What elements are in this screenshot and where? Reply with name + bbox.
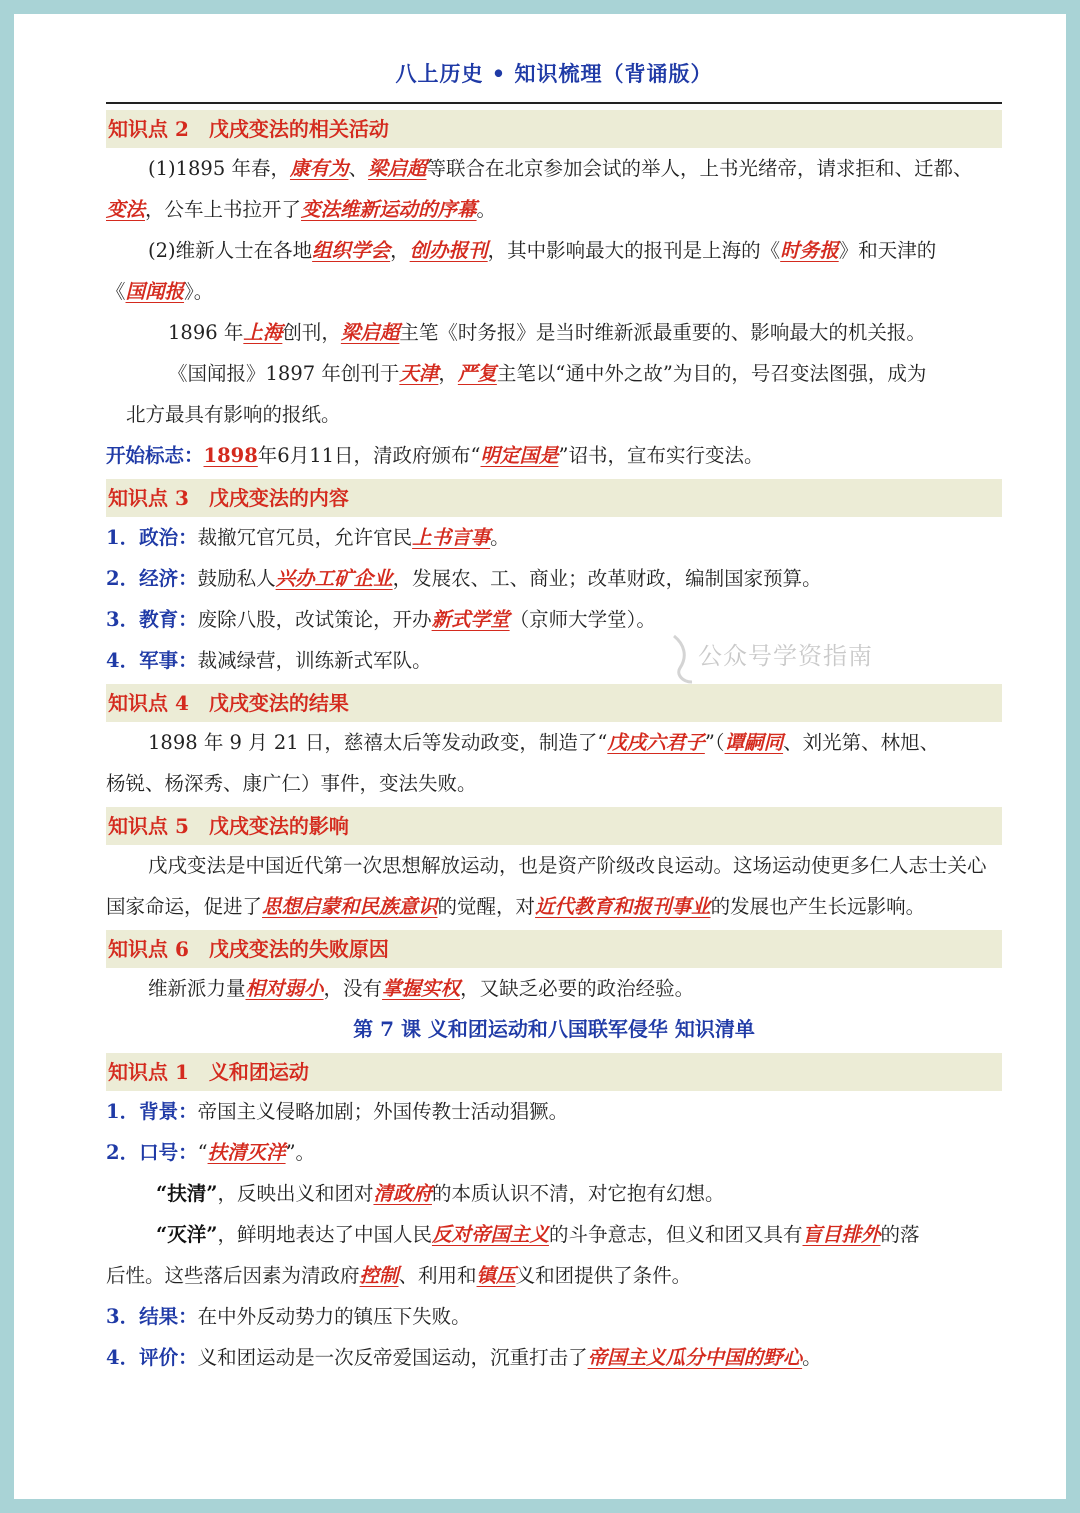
paragraph-line: “灭洋”，鲜明地表达了中国人民反对帝国主义的斗争意志，但义和团又具有盲目排外的落 bbox=[156, 1223, 920, 1246]
key-term: 梁启超 bbox=[340, 321, 400, 344]
key-term: 1898 bbox=[203, 444, 258, 467]
section-number: 知识点 6 bbox=[108, 937, 189, 961]
list-item: 3．教育：废除八股，改试策论，开办新式学堂（京师大学堂）。 bbox=[106, 608, 656, 631]
section-heading-kp3 bbox=[106, 479, 1002, 517]
page-title: 八上历史 • 知识梳理（背诵版） bbox=[395, 61, 713, 86]
section-number: 知识点 1 bbox=[108, 1060, 189, 1084]
key-term: 变法维新运动的序幕 bbox=[301, 198, 477, 221]
paragraph-line: 1898 年 9 月 21 日，慈禧太后等发动政变，制造了“戊戌六君子”（谭嗣同、刘光第、林旭、 bbox=[148, 731, 940, 754]
paragraph-line: 《国闻报》。 bbox=[106, 280, 214, 303]
paragraph-line: 变法，公车上书拉开了变法维新运动的序幕。 bbox=[106, 198, 497, 221]
section-title: 戊戌变法的失败原因 bbox=[208, 937, 389, 961]
paragraph-line: 后性。这些落后因素为清政府控制、利用和镇压义和团提供了条件。 bbox=[106, 1264, 692, 1287]
key-term: 近代教育和报刊事业 bbox=[535, 895, 711, 918]
key-term: 谭嗣同 bbox=[724, 731, 784, 754]
lesson-title: 第 7 课 义和团运动和八国联军侵华 知识清单 bbox=[353, 1017, 755, 1041]
key-term: 扶清灭洋 bbox=[207, 1141, 286, 1164]
paragraph-line: 戊戌变法是中国近代第一次思想解放运动，也是资产阶级改良运动。这场运动使更多仁人志士关心 bbox=[148, 854, 987, 877]
section-heading-kp6 bbox=[106, 930, 1002, 968]
key-term: 掌握实权 bbox=[382, 977, 461, 1000]
paragraph-line: 《国闻报》1897 年创刊于天津，严复主笔以“通中外之故”为目的，号召变法图强，成为 bbox=[168, 362, 927, 385]
watermark-text: 公众号学资指南 bbox=[698, 642, 873, 670]
key-term: 明定国是 bbox=[480, 444, 559, 467]
list-item: 4．军事：裁减绿营，训练新式军队。 bbox=[106, 649, 432, 672]
key-term: 反对帝国主义 bbox=[431, 1223, 549, 1246]
paragraph-line: (1)1895 年春，康有为、梁启超等联合在北京参加会试的举人，上书光绪帝，请求拒和、迁都、 bbox=[148, 157, 973, 180]
start-marker-label: 开始标志： bbox=[106, 444, 204, 467]
paragraph-line: 维新派力量相对弱小，没有掌握实权，又缺乏必要的政治经验。 bbox=[148, 977, 695, 1000]
key-term: 时务报 bbox=[780, 239, 839, 262]
section-number: 知识点 2 bbox=[108, 117, 189, 141]
key-term: 组织学会 bbox=[312, 239, 391, 262]
key-term: 控制 bbox=[359, 1264, 399, 1287]
key-term: 戊戌六君子 bbox=[607, 731, 705, 754]
paragraph-line: 国家命运，促进了思想启蒙和民族意识的觉醒，对近代教育和报刊事业的发展也产生长远影响。 bbox=[106, 895, 926, 918]
key-term: 创办报刊 bbox=[409, 239, 488, 262]
list-item: 1．政治：裁撤冗官冗员，允许官民上书言事。 bbox=[106, 526, 510, 549]
page-header bbox=[106, 14, 1002, 104]
section-number: 知识点 5 bbox=[108, 814, 189, 838]
section-title: 戊戌变法的内容 bbox=[208, 486, 349, 510]
key-term: 梁启超 bbox=[367, 157, 427, 180]
key-term: 国闻报 bbox=[125, 280, 185, 303]
key-term: 兴办工矿企业 bbox=[275, 567, 393, 590]
watermark bbox=[666, 630, 906, 710]
key-term: 帝国主义瓜分中国的野心 bbox=[587, 1346, 803, 1369]
list-item: 3．结果：在中外反动势力的镇压下失败。 bbox=[106, 1305, 471, 1328]
section-number: 知识点 4 bbox=[108, 691, 189, 715]
key-term: 清政府 bbox=[373, 1182, 432, 1205]
section-heading-l7kp1 bbox=[106, 1053, 1002, 1091]
section-heading-kp2 bbox=[106, 110, 1002, 148]
section-heading-kp5 bbox=[106, 807, 1002, 845]
key-term: 康有为 bbox=[289, 157, 349, 180]
section-title: 戊戌变法的结果 bbox=[208, 691, 349, 715]
key-term: 盲目排外 bbox=[802, 1223, 881, 1246]
page-frame bbox=[14, 14, 1066, 1499]
list-item: 1．背景：帝国主义侵略加剧；外国传教士活动猖獗。 bbox=[106, 1100, 569, 1123]
key-term: 上书言事 bbox=[412, 526, 491, 549]
list-item: 4．评价：义和团运动是一次反帝爱国运动，沉重打击了帝国主义瓜分中国的野心。 bbox=[106, 1346, 822, 1369]
key-term: 上海 bbox=[243, 321, 283, 344]
key-term: 天津 bbox=[399, 362, 439, 385]
section-title: 戊戌变法的相关活动 bbox=[208, 117, 389, 141]
paragraph-line: 杨锐、杨深秀、康广仁）事件，变法失败。 bbox=[106, 772, 477, 795]
list-item: 2．经济：鼓励私人兴办工矿企业，发展农、工、商业；改革财政，编制国家预算。 bbox=[106, 567, 822, 590]
key-term: 严复 bbox=[457, 362, 497, 385]
paragraph-line: 1896 年上海创刊，梁启超主笔《时务报》是当时维新派最重要的、影响最大的机关报。 bbox=[168, 321, 926, 344]
key-term: 新式学堂 bbox=[431, 608, 510, 631]
list-item: 2．口号：“扶清灭洋”。 bbox=[106, 1141, 316, 1164]
section-title: 义和团运动 bbox=[208, 1060, 309, 1084]
key-term: 镇压 bbox=[476, 1264, 516, 1287]
key-term: 相对弱小 bbox=[245, 977, 324, 1000]
paragraph-line: (2)维新人士在各地组织学会，创办报刊，其中影响最大的报刊是上海的《时务报》和天津的 bbox=[148, 239, 937, 262]
paragraph-line: 北方最具有影响的报纸。 bbox=[126, 403, 341, 426]
section-number: 知识点 3 bbox=[108, 486, 189, 510]
key-term: 思想启蒙和民族意识 bbox=[262, 895, 438, 918]
section-title: 戊戌变法的影响 bbox=[208, 814, 349, 838]
paragraph-line: “扶清”，反映出义和团对清政府的本质认识不清，对它抱有幻想。 bbox=[156, 1182, 725, 1205]
start-marker-line: 开始标志：1898年6月11日，清政府颁布“明定国是”诏书，宣布实行变法。 bbox=[106, 444, 764, 467]
key-term: 变法 bbox=[106, 198, 146, 221]
